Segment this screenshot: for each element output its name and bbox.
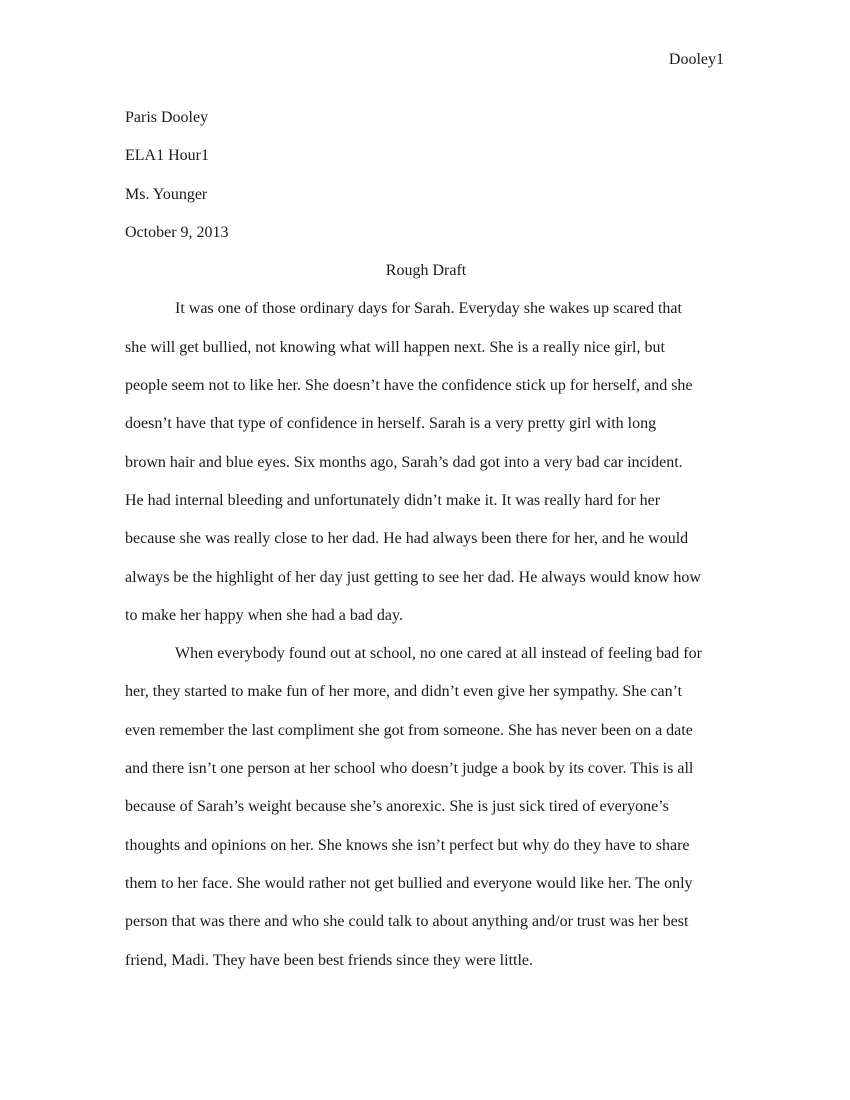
paragraph-line: doesn’t have that type of confidence in herself. Sarah is a very pretty girl with long bbox=[125, 415, 657, 433]
paragraph-line: she will get bullied, not knowing what will happen next. She is a really nice girl, but bbox=[125, 338, 665, 356]
paragraph-1 bbox=[125, 290, 727, 635]
paragraph-line: her, they started to make fun of her more, and didn’t even give her sympathy. She can’t bbox=[125, 683, 683, 701]
paragraph-line: because she was really close to her dad. He had always been there for her, and he would bbox=[125, 530, 689, 548]
paragraph-line: He had internal bleeding and unfortunately didn’t make it. It was really hard for her bbox=[125, 491, 661, 509]
paragraph-line: and there isn’t one person at her school who doesn’t judge a book by its cover. This is all bbox=[125, 760, 694, 778]
running-header: Dooley1 bbox=[668, 51, 724, 68]
essay-title: Rough Draft bbox=[385, 262, 467, 280]
teacher-name: Ms. Younger bbox=[125, 185, 208, 203]
essay-date: October 9, 2013 bbox=[125, 223, 229, 241]
class-period: ELA1 Hour1 bbox=[125, 147, 209, 165]
paragraph-line: friend, Madi. They have been best friends since they were little. bbox=[125, 951, 534, 969]
paragraph-line: always be the highlight of her day just getting to see her dad. He always would know how bbox=[125, 568, 701, 586]
paragraph-line: because of Sarah’s weight because she’s anorexic. She is just sick tired of everyone’s bbox=[125, 798, 669, 816]
paragraph-line: even remember the last compliment she got from someone. She has never been on a date bbox=[125, 721, 693, 739]
paragraph-line: When everybody found out at school, no one cared at all instead of feeling bad for bbox=[175, 645, 702, 663]
page-body bbox=[125, 99, 727, 980]
student-name: Paris Dooley bbox=[125, 109, 209, 126]
paragraph-line: people seem not to like her. She doesn’t have the confidence stick up for herself, and she bbox=[125, 377, 693, 395]
paragraph-line: them to her face. She would rather not get bullied and everyone would like her. The only bbox=[125, 874, 693, 892]
paragraph-line: brown hair and blue eyes. Six months ago, Sarah’s dad got into a very bad car incident. bbox=[125, 453, 683, 471]
paragraph-2 bbox=[125, 635, 727, 980]
paragraph-line: person that was there and who she could talk to about anything and/or trust was her best bbox=[125, 913, 689, 931]
paragraph-line: to make her happy when she had a bad day. bbox=[125, 606, 403, 624]
paragraph-line: It was one of those ordinary days for Sarah. Everyday she wakes up scared that bbox=[175, 300, 682, 318]
paragraph-line: thoughts and opinions on her. She knows she isn’t perfect but why do they have to share bbox=[125, 836, 690, 854]
